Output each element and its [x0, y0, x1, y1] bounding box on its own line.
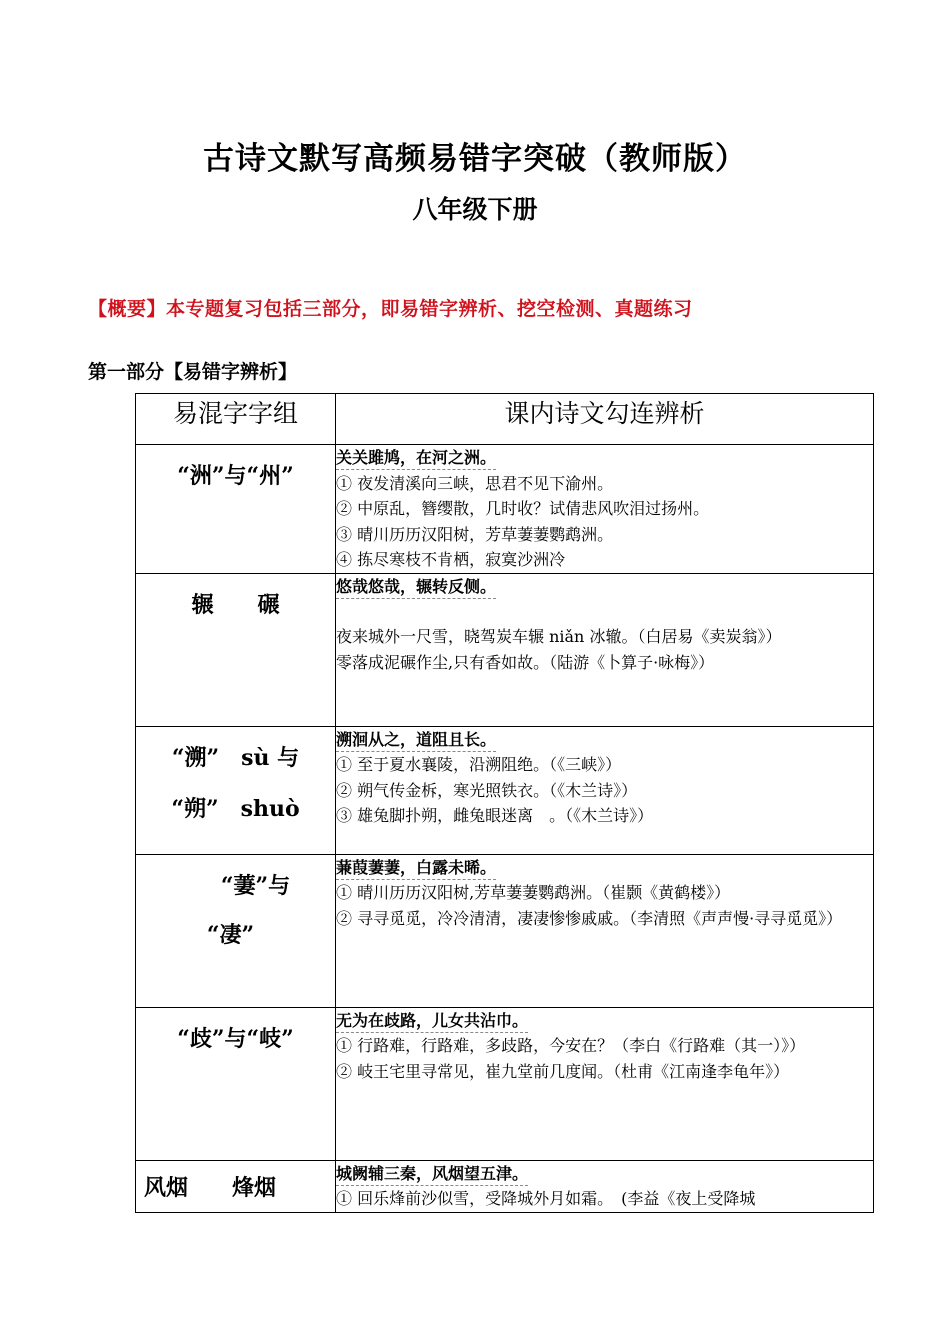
example-line: ③ 晴川历历汉阳树，芳草萋萋鹦鹉洲。: [336, 524, 614, 544]
group-label: “凄”: [206, 921, 255, 948]
table-row: [136, 726, 874, 854]
key-line: 溯洄从之，道阻且长。: [336, 729, 496, 752]
group-cell: [136, 726, 336, 854]
example-line: 零落成泥碾作尘,只有香如故。（陆游《卜算子·咏梅》）: [336, 652, 715, 672]
header-group: 易混字字组: [136, 394, 336, 445]
group-cell: [136, 573, 336, 726]
table-row: [136, 1007, 874, 1160]
example-line: ① 回乐烽前沙似雪，受降城外月如霜。 (李益《夜上受降城: [336, 1189, 756, 1208]
group-label: “朔” shuò: [171, 795, 300, 822]
analysis-cell: [336, 726, 874, 854]
section-title: 第一部分【易错字辨析】: [88, 361, 298, 383]
key-line: 蒹葭萋萋，白露未晞。: [336, 857, 496, 880]
analysis-cell: [336, 573, 874, 726]
analysis-cell: [336, 1007, 874, 1160]
analysis-cell: [336, 445, 874, 574]
table-row: [136, 573, 874, 726]
example-line: ① 夜发清溪向三峡，思君不见下渝州。: [336, 473, 614, 493]
example-line: ② 中原乱，簪缨散，几时收？试倩悲风吹泪过扬州。: [336, 499, 710, 518]
page-title: 古诗文默写高频易错字突破（教师版）: [203, 141, 747, 177]
example-line: ① 晴川历历汉阳树,芳草萋萋鹦鹉洲。（崔颢《黄鹤楼》）: [336, 883, 731, 902]
group-label: 辗 碾: [191, 591, 280, 618]
example-line: ① 至于夏水襄陵，沿溯阻绝。（《三峡》）: [336, 755, 622, 774]
blank-line: [336, 599, 873, 624]
analysis-cell: [336, 1160, 874, 1212]
group-cell: [136, 445, 336, 574]
group-label: “萋”与: [220, 872, 291, 899]
table-row: [136, 1160, 874, 1212]
group-label: “溯” sù 与: [171, 744, 300, 771]
group-cell: [136, 1160, 336, 1212]
table-header-row: [136, 394, 874, 445]
summary-text: 【概要】本专题复习包括三部分，即易错字辨析、挖空检测、真题练习: [88, 298, 693, 320]
example-line: ④ 拣尽寒枝不肯栖，寂寞沙洲冷: [336, 550, 566, 569]
table-row: [136, 854, 874, 1007]
group-cell: [136, 854, 336, 1007]
analysis-cell: [336, 854, 874, 1007]
table-row: [136, 445, 874, 574]
example-line: 夜来城外一尺雪，晓驾炭车辗 niǎn 冰辙。（白居易《卖炭翁》）: [336, 627, 782, 646]
group-label: 风烟 烽烟: [144, 1174, 277, 1201]
header-analysis: 课内诗文勾连辨析: [336, 394, 874, 445]
group-label: “歧”与“岐”: [177, 1025, 294, 1052]
comparison-table: [135, 393, 874, 1213]
key-line: 关关雎鸠，在河之洲。: [336, 447, 496, 470]
key-line: 无为在歧路，儿女共沾巾。: [336, 1010, 528, 1033]
key-line: 悠哉悠哉，辗转反侧。: [336, 576, 496, 599]
example-line: ② 寻寻觅觅，冷冷清清，凄凄惨惨戚戚。（李清照《声声慢·寻寻觅觅》）: [336, 908, 843, 928]
example-line: ① 行路难，行路难，多歧路，今安在？（李白《行路难（其一）》）: [336, 1036, 806, 1055]
group-label: “洲”与“州”: [177, 463, 294, 489]
example-line: ② 朔气传金柝，寒光照铁衣。（《木兰诗》）: [336, 780, 638, 800]
example-line: ③ 雄兔脚扑朔，雌兔眼迷离 。（《木兰诗》）: [336, 806, 654, 825]
group-cell: [136, 1007, 336, 1160]
key-line: 城阙辅三秦，风烟望五津。: [336, 1163, 528, 1186]
page-subtitle: 八年级下册: [412, 195, 538, 224]
example-line: ② 岐王宅里寻常见，崔九堂前几度闻。（杜甫《江南逢李龟年》）: [336, 1061, 790, 1081]
